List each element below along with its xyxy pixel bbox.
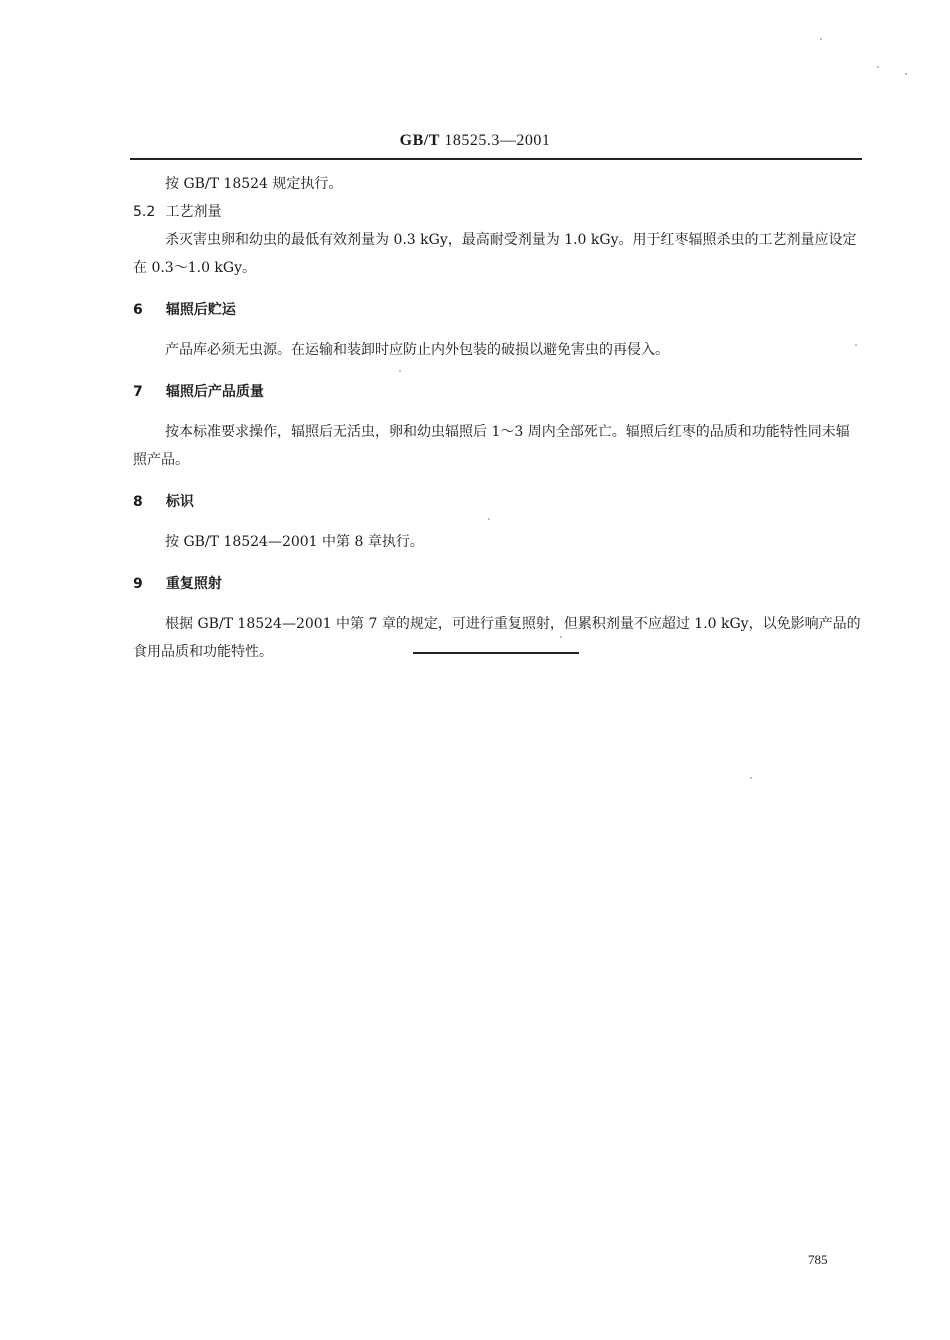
section-number: 9 (133, 576, 143, 592)
section-title: 辐照后产品质量 (165, 384, 264, 400)
end-of-document-rule (413, 652, 579, 654)
scan-speck (399, 370, 401, 372)
page-number: 785 (808, 1252, 828, 1267)
section-5-2-heading (133, 198, 863, 226)
section-title: 工艺剂量 (165, 204, 222, 220)
header-rule (130, 158, 862, 160)
section-number: 7 (133, 384, 143, 400)
scan-speck (855, 344, 857, 346)
section-6-heading (133, 296, 863, 324)
section-number: 8 (133, 494, 143, 510)
section-title: 辐照后贮运 (165, 302, 236, 318)
scan-speck (820, 38, 822, 40)
scan-speck (905, 73, 907, 75)
section-9-heading (133, 570, 863, 598)
section-title: 标识 (165, 494, 194, 510)
scan-speck (560, 636, 562, 638)
standard-code: GB/T (399, 132, 440, 149)
paragraph-7-body: 按本标准要求操作，辐照后无活虫，卵和幼虫辐照后 1～3 周内全部死亡。辐照后红枣的品质和功能特性同未辐照产品。 (133, 424, 850, 468)
section-number: 6 (133, 302, 143, 318)
paragraph-9-body: 根据 GB/T 18524—2001 中第 7 章的规定，可进行重复照射，但累积剂量不应超过 1.0 kGy，以免影响产品的食用品质和功能特性。 (133, 616, 861, 660)
paragraph-6-body: 产品库必须无虫源。在运输和装卸时应防止内外包装的破损以避免害虫的再侵入。 (165, 342, 669, 358)
page-header (0, 132, 950, 150)
paragraph-5-1-body: 按 GB/T 18524 规定执行。 (165, 176, 343, 192)
section-8-heading (133, 488, 863, 516)
section-7-heading (133, 378, 863, 406)
document-body (133, 170, 863, 666)
scan-speck (750, 777, 752, 779)
scan-speck (877, 66, 879, 68)
section-number: 5.2 (133, 204, 156, 220)
standard-number: 18525.3—2001 (444, 132, 551, 149)
section-title: 重复照射 (165, 576, 222, 592)
paragraph-5-2-body: 杀灭害虫卵和幼虫的最低有效剂量为 0.3 kGy，最高耐受剂量为 1.0 kGy。用于红枣辐照杀虫的工艺剂量应设定在 0.3～1.0 kGy。 (133, 232, 857, 276)
scan-speck (488, 518, 490, 520)
paragraph-8-body: 按 GB/T 18524—2001 中第 8 章执行。 (165, 534, 424, 550)
